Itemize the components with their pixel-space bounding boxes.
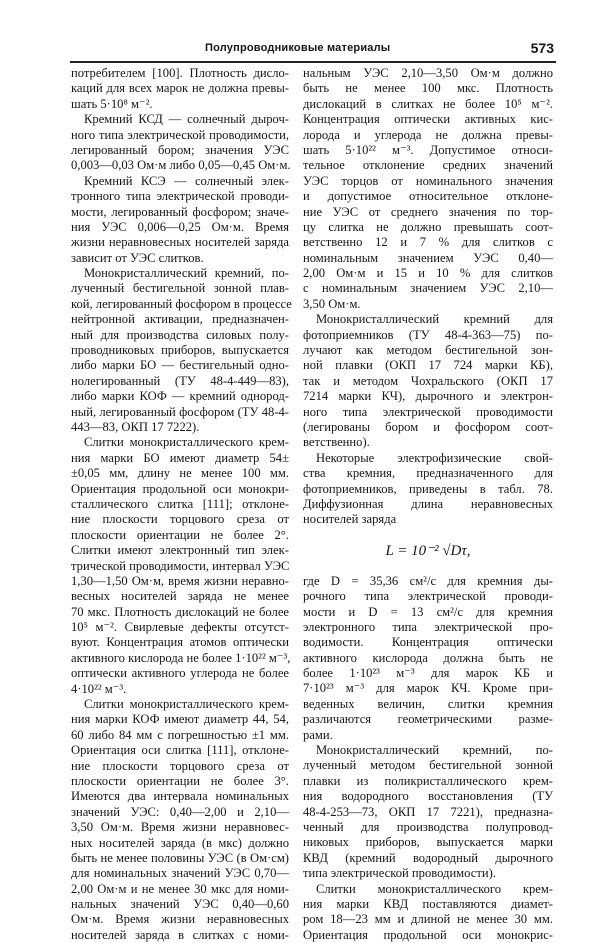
text-line: шать 5·10⁸ м⁻². <box>71 96 153 111</box>
paragraph <box>71 174 289 266</box>
text-line: 2,00 Ом·м и 15 и 10 % для слитков <box>303 266 553 281</box>
text-line: 10⁵ м⁻². Свирлевые дефекты отсутст- <box>71 620 289 635</box>
text-line: нолегированный (ТУ 48-4-449—83), <box>71 373 289 388</box>
text-line: 60 либо 84 мм с погрешностью ±1 мм. <box>71 727 289 742</box>
text-line: 4·10²² м⁻³. <box>71 681 127 696</box>
text-line: быть не менее половины УЭС (в Ом·см) <box>71 850 289 865</box>
text-line: КВД (кремний водородный дырочного <box>303 850 553 865</box>
text-line: ния марки КВД поставляются диамет- <box>303 896 553 911</box>
text-line: ства кремния, предназначенного для <box>303 466 553 481</box>
text-line: быть не менее 100 мкс. Плотность <box>303 81 553 96</box>
text-line: лученный методом бестигельной зонной <box>303 758 553 773</box>
text-line: 48-4-253—73, ОКП 17 7221), предназна- <box>303 804 553 819</box>
text-line: ченный для производства полупровод- <box>303 819 553 834</box>
text-line: каций для всех марок не должна превы- <box>71 81 289 96</box>
text-line: Монокристаллический кремний для <box>316 312 553 327</box>
text-line: ние плоскости торцового среза от <box>71 512 289 527</box>
text-line: активного кислорода не более 1·10²² м⁻³, <box>71 650 291 665</box>
header-rule <box>70 61 556 63</box>
text-line: лорода и углерода не должна превы- <box>303 127 553 142</box>
paragraph <box>71 697 289 943</box>
text-line: фотоприемников (ТУ 48-4-363—75) по- <box>303 327 553 342</box>
text-line: цу слитка не должно превышать соот- <box>303 219 553 234</box>
text-line: Монокристаллический кремний, по- <box>316 743 553 758</box>
text-line: лучают как методом бестигельной зон- <box>303 343 553 358</box>
text-line: активного кислорода должна быть не <box>303 650 553 665</box>
text-line: Ом·м. Время жизни неравновесных <box>71 912 289 927</box>
paragraph <box>303 574 553 743</box>
paragraph <box>303 66 553 312</box>
text-line: 2,00 Ом·м и не менее 30 мкс для номи- <box>71 881 289 896</box>
text-line: нейтронной активации, предназначен- <box>71 312 289 327</box>
text-line: ром 18—23 мм и длиной не менее 30 мм. <box>303 912 553 927</box>
text-line: сталлического слитка [111]; отклоне- <box>71 496 289 511</box>
text-line: 7214 марки КЧ), дырочного и электрон- <box>303 389 553 404</box>
text-line: легированный бором; значения УЭС <box>71 142 289 157</box>
text-line: (легированы бором и фосфором соот- <box>303 419 553 434</box>
text-line: 70 мкс. Плотность дислокаций не более <box>71 604 289 619</box>
text-line: ния марки КОФ имеют диаметр 44, 54, <box>71 712 289 727</box>
paragraph <box>303 451 553 528</box>
text-line: никовых приборов, выпускается марки <box>303 835 553 850</box>
text-line: трической проводимости, интервал УЭС <box>71 558 290 573</box>
text-line: ный для производства силовых полу- <box>71 327 289 342</box>
text-line: значений УЭС: 0,40—2,00 и 2,10— <box>71 804 289 819</box>
text-line: оптически активного углерода не более <box>71 666 289 681</box>
text-line: 7·10²³ м⁻³ для марок КЧ. Кроме при- <box>303 681 553 696</box>
paragraph <box>303 312 553 451</box>
paragraph <box>71 112 289 174</box>
paragraph <box>303 882 553 943</box>
text-line: ного типа электрической проводимости <box>303 404 553 419</box>
text-line: весных носителей заряда не менее <box>71 589 289 604</box>
text-line: ние УЭС от среднего значения по тор- <box>303 204 553 219</box>
paragraph <box>71 66 289 112</box>
text-line: номинальным значением УЭС 0,40— <box>303 250 553 265</box>
text-line: Кремний КСД — солнечный дыроч- <box>84 112 289 127</box>
text-line: ной плавки (ОКП 17 724 марки КБ), <box>303 358 553 373</box>
paragraph <box>71 266 292 435</box>
text-line: фотоприемников, приведены в табл. 78. <box>303 481 553 496</box>
text-line: 1,30—1,50 Ом·м, время жизни неравно- <box>71 573 289 588</box>
text-line: плоскости ориентации не более 3°. <box>71 773 289 788</box>
text-line: типа электрической проводимости). <box>303 866 496 881</box>
text-line: 443—83, ОКП 17 7222). <box>71 419 200 434</box>
text-line: ный, легированный фосфором (ТУ 48-4- <box>71 404 289 419</box>
text-line: Ориентация продольной оси монокри- <box>71 481 289 496</box>
text-line: различаются геометрическими разме- <box>303 712 553 727</box>
text-line: нальным УЭС 2,10—3,50 Ом·м должно <box>303 66 553 80</box>
text-line: лученный бестигельной зонной плав- <box>71 281 289 296</box>
text-line: рочного типа электрической проводи- <box>303 589 553 604</box>
text-line: рами. <box>303 727 333 742</box>
text-line: Слитки монокристаллического крем- <box>84 697 289 712</box>
text-line: ния водородного восстановления (ТУ <box>303 789 553 804</box>
text-line: ных носителей заряда (в мкс) должно <box>71 835 289 850</box>
text-line: Слитки монокристаллического крем- <box>316 881 553 896</box>
text-line: ±0,05 мм, длину не менее 100 мм. <box>71 466 289 481</box>
text-line: ние плоскости торцового среза от <box>71 758 289 773</box>
text-line: и допустимое относительное отклоне- <box>303 189 553 204</box>
running-header-title: Полупроводниковые материалы <box>205 42 391 54</box>
text-line: Слитки монокристаллического крем- <box>84 435 289 450</box>
text-line: Имеются два интервала номинальных <box>71 789 289 804</box>
formula: L = 10⁻² √Dτ, <box>385 542 471 559</box>
paragraph <box>303 743 553 882</box>
text-line: носителей заряда <box>303 512 397 527</box>
text-line: тельное отклонение средних значений <box>303 158 553 173</box>
text-line: плавки из поликристаллического крем- <box>303 773 553 788</box>
text-line: Монокристаллический кремний, по- <box>84 266 289 281</box>
text-line: дислокаций в слитках не более 10⁵ м⁻². <box>303 96 553 111</box>
left-text-column <box>71 66 292 943</box>
paragraph <box>71 435 289 697</box>
text-line: либо марки КОФ — кремний однород- <box>71 389 289 404</box>
text-line: либо марки БО — бестигельный одно- <box>71 358 289 373</box>
right-text-column <box>303 66 553 943</box>
text-line: Слитки имеют электронный тип элек- <box>71 543 289 558</box>
text-line: шать 5·10²² м⁻³. Допустимое относи- <box>303 142 553 157</box>
running-header <box>70 40 556 60</box>
text-line: Диффузионная длина неравновесных <box>303 496 553 511</box>
text-line: 3,50 Ом·м. Время жизни неравновес- <box>71 820 289 835</box>
text-line: Концентрация оптически активных кис- <box>303 112 553 127</box>
text-line: водимости. Концентрация оптически <box>303 635 553 650</box>
text-line: зависит от УЭС слитков. <box>71 250 204 265</box>
text-line: УЭС торцов от номинального значения <box>303 173 553 188</box>
text-line: так и методом Чохральского (ОКП 17 <box>303 373 553 388</box>
text-line: ния марки БО имеют диаметр 54± <box>71 450 289 465</box>
text-line: Некоторые электрофизические свой- <box>316 450 553 465</box>
text-line: мости, легированный фосфором; значе- <box>71 204 289 219</box>
text-line: плоскости ориентации не более 2°. <box>71 527 289 542</box>
text-line: более 1·10²³ м⁻³ для марок КБ и <box>303 666 553 681</box>
text-line: носителей заряда в слитках с номи- <box>71 927 289 942</box>
page-number: 573 <box>530 40 554 56</box>
text-line: Ориентация оси слитка [111], отклоне- <box>71 743 289 758</box>
text-line: мости и D = 13 см²/с для кремния <box>303 604 553 619</box>
text-line: веденных величин, слитки кремния <box>303 696 553 711</box>
text-line: вуют. Концентрация атомов оптически <box>71 635 289 650</box>
text-line: ного типа электрической проводимости, <box>71 127 289 142</box>
text-line: нальных значений УЭС 0,40—0,60 <box>71 897 289 912</box>
text-line: для номинальных значений УЭС 0,70— <box>71 866 289 881</box>
text-line: с номинальным значением УЭС 2,10— <box>303 281 553 296</box>
text-line: 0,003—0,03 Ом·м либо 0,05—0,45 Ом·м. <box>71 158 291 173</box>
text-line: жизни неравновесных носителей заряда <box>71 235 289 250</box>
text-line: Кремний КСЭ — солнечный элек- <box>84 173 289 188</box>
text-line: проводниковых приборов, выпускается <box>71 343 289 358</box>
text-line: тронного типа электрической проводи- <box>71 189 289 204</box>
text-line: ветственно 12 и 7 % для слитков с <box>303 235 553 250</box>
text-line: электронного типа электрической про- <box>303 619 553 634</box>
text-line: Ориентация продольной оси монокрис- <box>303 927 553 942</box>
text-line: кой, легированный фосфором в процессе <box>71 296 292 311</box>
text-line: ния УЭС 0,006—0,25 Ом·м. Время <box>71 219 289 234</box>
text-line: потребителем [100]. Плотность дисло- <box>71 66 289 80</box>
text-line: ветственно). <box>303 435 370 450</box>
text-line: где D = 35,36 см²/с для кремния ды- <box>303 573 553 588</box>
text-line: 3,50 Ом·м. <box>303 296 361 311</box>
